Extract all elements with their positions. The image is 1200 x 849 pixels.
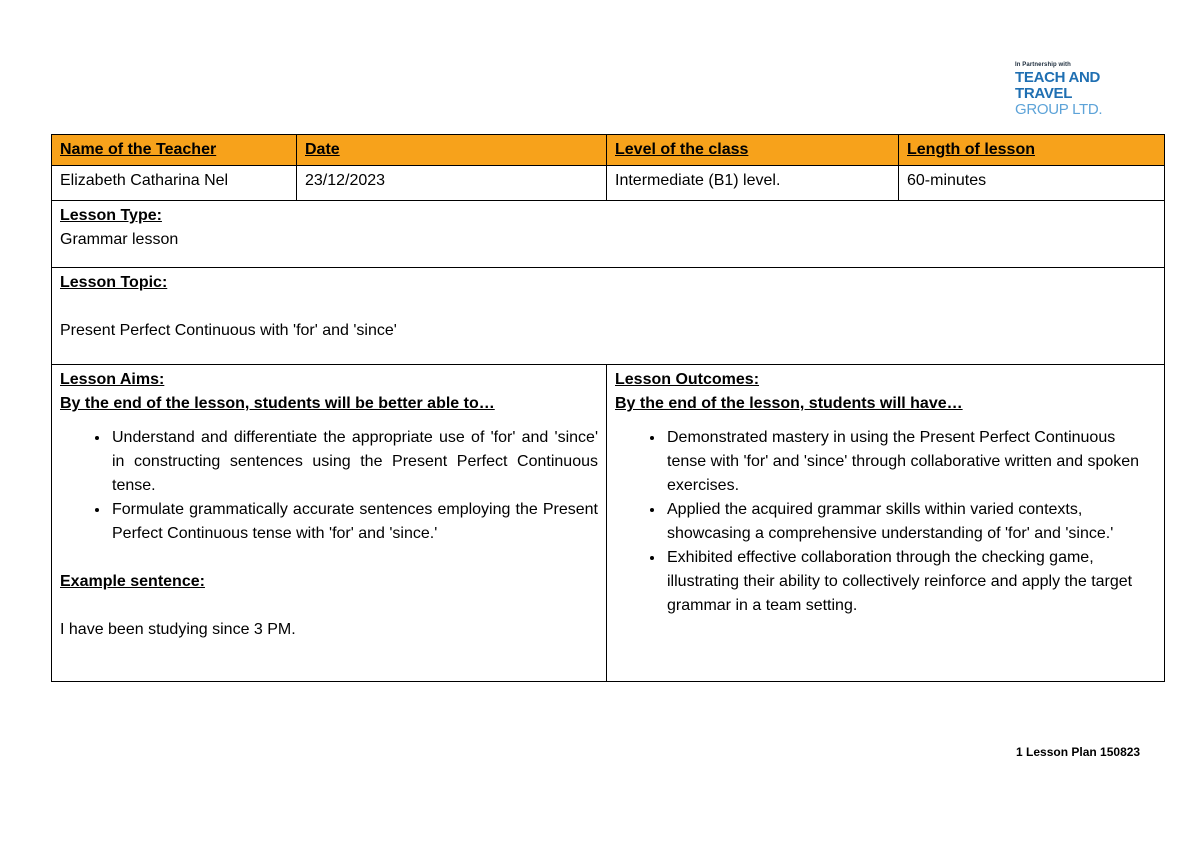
- lesson-outcomes-label: Lesson Outcomes:: [615, 371, 760, 388]
- level-header: Level of the class: [607, 135, 899, 166]
- lesson-type-value: Grammar lesson: [60, 231, 179, 248]
- aims-list: [60, 426, 598, 546]
- page-footer: [1016, 745, 1140, 759]
- lesson-topic-row: [52, 268, 1165, 365]
- lesson-type-row: [52, 201, 1165, 268]
- lesson-aims-label: Lesson Aims:: [60, 371, 165, 388]
- header-row: [52, 135, 1165, 166]
- outcomes-list: [615, 426, 1156, 618]
- lesson-date: 23/12/2023: [297, 166, 607, 201]
- list-item: • Understand and differentiate the appropriate use of 'for' and 'since' in constructing sentences using the Present Perfect Continuous tense.: [110, 426, 598, 498]
- example-sentence-label: Example sentence:: [60, 573, 205, 590]
- lesson-type-label: Lesson Type:: [60, 207, 162, 224]
- lesson-length: 60-minutes: [899, 166, 1165, 201]
- logo-line-2: GROUP LTD.: [1015, 101, 1103, 118]
- lesson-topic-value: Present Perfect Continuous with 'for' and 'since': [60, 322, 397, 339]
- teacher-name: Elizabeth Catharina Nel: [52, 166, 297, 201]
- list-item: • Demonstrated mastery in using the Present Perfect Continuous tense with 'for' and 'since' through collaborative written and spoken exercises.: [665, 426, 1156, 498]
- page-number: 1: [1016, 745, 1023, 759]
- lesson-aims-intro: By the end of the lesson, students will be better able to…: [60, 395, 495, 412]
- list-item: • Exhibited effective collaboration through the checking game, illustrating their ability to collectively reinforce and apply the target grammar in a team setting.: [665, 546, 1156, 618]
- list-item: • Applied the acquired grammar skills within varied contexts, showcasing a comprehensive understanding of 'for' and 'since.': [665, 498, 1156, 546]
- class-level: Intermediate (B1) level.: [607, 166, 899, 201]
- teacher-header: Name of the Teacher: [52, 135, 297, 166]
- footer-text: Lesson Plan 150823: [1026, 745, 1141, 759]
- lesson-outcomes-intro: By the end of the lesson, students will have…: [615, 395, 963, 412]
- aims-outcomes-row: [52, 365, 1165, 682]
- logo-line-1: TEACH AND TRAVEL: [1015, 69, 1101, 102]
- lesson-topic-cell: [52, 268, 1165, 365]
- date-header: Date: [297, 135, 607, 166]
- logo-partnership-text: In Partnership with: [1015, 62, 1071, 68]
- company-logo: [1015, 62, 1145, 118]
- info-row: [52, 166, 1165, 201]
- lesson-aims-cell: [52, 365, 607, 682]
- example-sentence: I have been studying since 3 PM.: [60, 621, 296, 638]
- length-header: Length of lesson: [899, 135, 1165, 166]
- lesson-topic-label: Lesson Topic:: [60, 274, 168, 291]
- lesson-outcomes-cell: [607, 365, 1165, 682]
- list-item: • Formulate grammatically accurate sentences employing the Present Perfect Continuous tense with 'for' and 'since.': [110, 498, 598, 546]
- lesson-plan-table: [51, 134, 1165, 682]
- lesson-type-cell: [52, 201, 1165, 268]
